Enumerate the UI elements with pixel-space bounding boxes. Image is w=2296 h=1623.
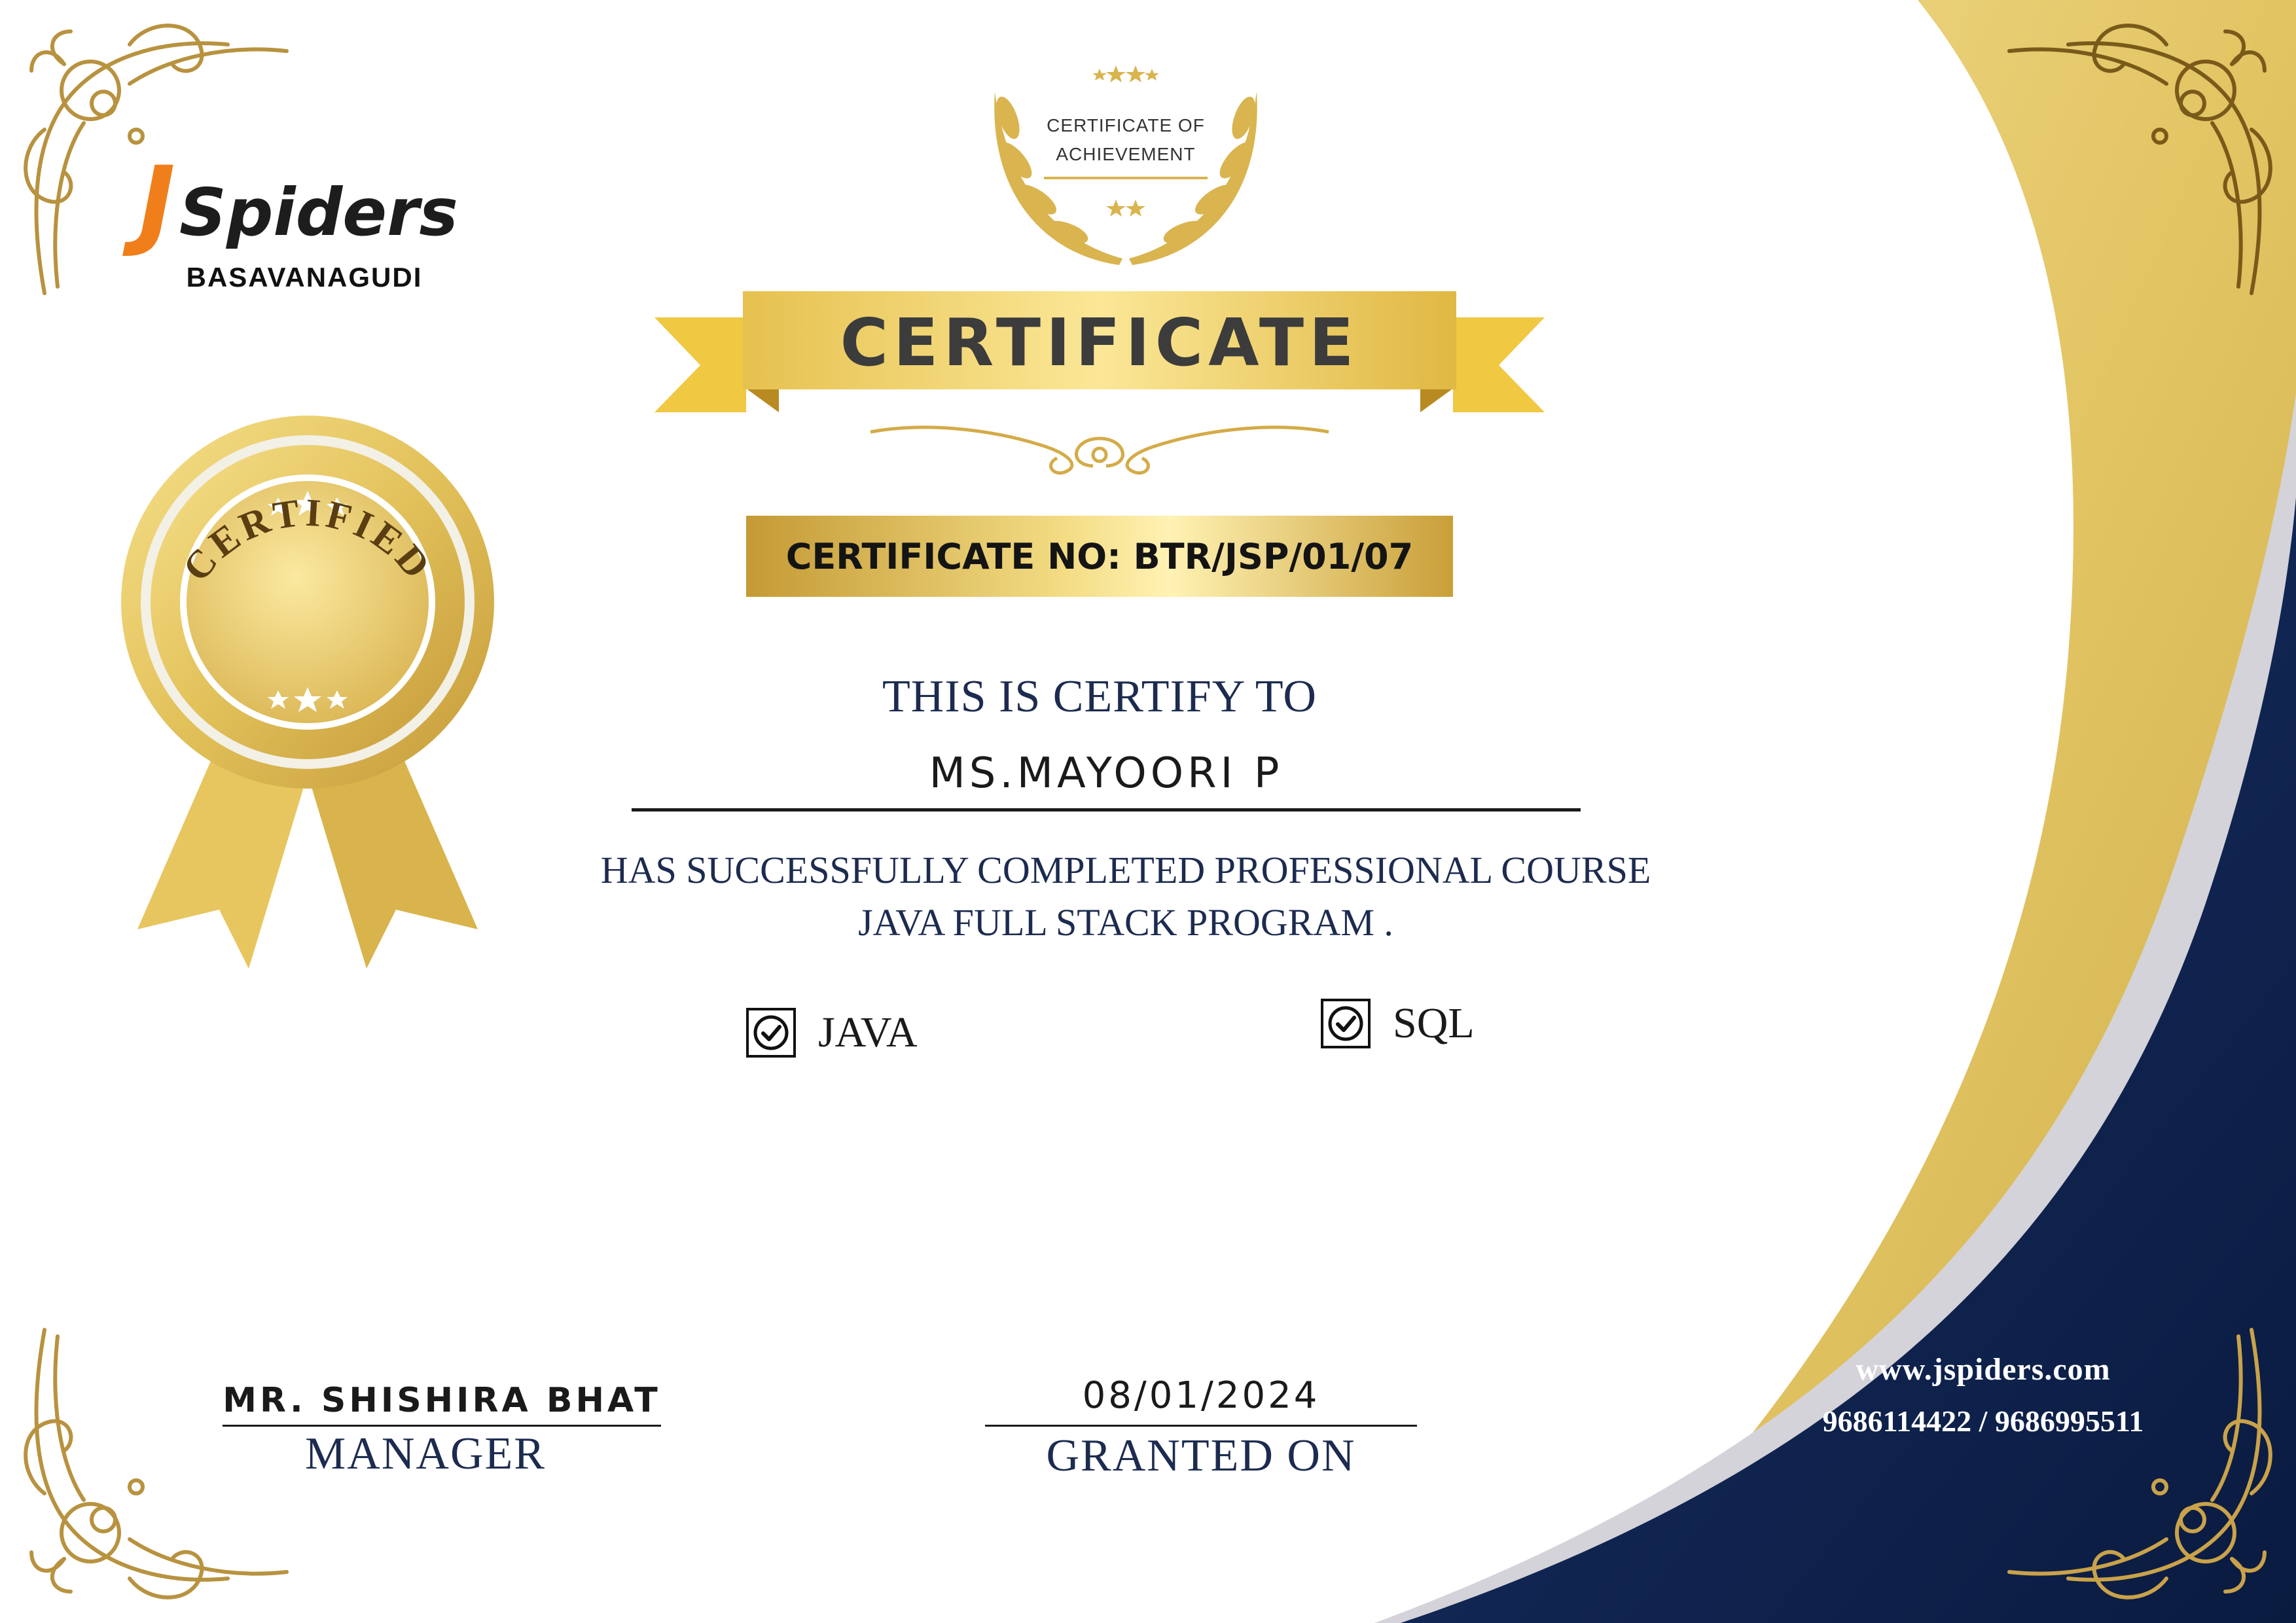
certificate-title: CERTIFICATE — [840, 304, 1359, 381]
completion-statement — [524, 844, 1728, 949]
achievement-line-2: ACHIEVEMENT — [1056, 144, 1196, 164]
completion-line-2: JAVA FULL STACK PROGRAM . — [858, 901, 1393, 944]
skill-item-sql — [1321, 999, 1475, 1048]
check-circle-icon — [751, 1013, 791, 1052]
branch-name: BASAVANAGUDI — [186, 262, 423, 293]
website-url: www.jspiders.com — [1856, 1352, 2111, 1387]
seal-label: CERTIFIED — [174, 490, 441, 590]
signatory-title: MANAGER — [305, 1429, 546, 1479]
jspiders-logo — [139, 146, 458, 260]
completion-line-1: HAS SUCCESSFULLY COMPLETED PROFESSIONAL COURSE — [600, 849, 1651, 891]
corner-flourish-top-right — [1983, 5, 2291, 313]
certified-seal — [98, 412, 517, 975]
sql-label: SQL — [1393, 999, 1475, 1047]
achievement-line-1: CERTIFICATE OF — [1047, 115, 1205, 135]
sql-checkbox — [1321, 999, 1371, 1048]
java-checkbox — [746, 1008, 796, 1058]
signatory-underline — [223, 1425, 661, 1427]
check-circle-icon — [1326, 1004, 1365, 1043]
signatory-name: MR. SHISHIRA BHAT — [223, 1381, 661, 1420]
recipient-name: MS.MAYOORI P — [929, 749, 1283, 798]
logo-initial: J — [139, 146, 175, 260]
certificate-number: CERTIFICATE NO: BTR/JSP/01/07 — [746, 516, 1453, 597]
recipient-underline — [632, 808, 1581, 812]
granted-date: 08/01/2024 — [1082, 1374, 1320, 1417]
granted-on-label: GRANTED ON — [1046, 1431, 1356, 1481]
skill-item-java — [746, 1008, 918, 1058]
java-label: JAVA — [818, 1008, 918, 1056]
logo-wordmark: Spiders — [179, 174, 458, 251]
achievement-badge-text — [1021, 111, 1230, 169]
phone-numbers: 9686114422 / 9686995511 — [1822, 1404, 2144, 1438]
certify-to-heading: THIS IS CERTIFY TO — [882, 671, 1317, 722]
date-underline — [985, 1425, 1417, 1427]
